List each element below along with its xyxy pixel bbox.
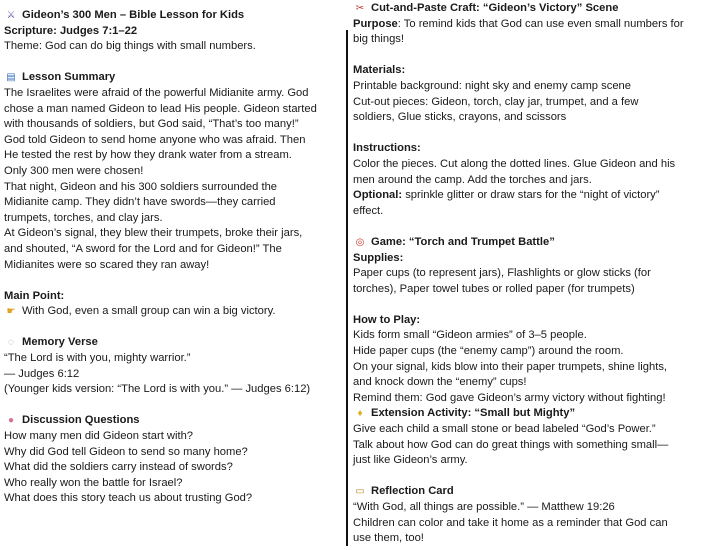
howto-line: and knock down the “enemy” cups! (353, 376, 527, 389)
materials-line: soldiers, Glue sticks, crayons, and scissors (353, 111, 567, 124)
summary-heading-line (4, 70, 340, 86)
summary-line: trumpets, torches, and clay jars. (4, 211, 163, 224)
verse-line: — Judges 6:12 (4, 367, 80, 380)
question-item: Why did God tell Gideon to send so many home? (4, 445, 248, 458)
speech-bubble-icon: ◌ (8, 337, 14, 349)
verse-heading: Memory Verse (22, 336, 98, 349)
summary-line: Midianites were so scared they ran away! (4, 258, 210, 271)
summary-line: and shouted, “A sword for the Lord and for Gideon!” The (4, 242, 282, 255)
question-item: What does this story teach us about trusting God? (4, 492, 253, 505)
howto-line: Hide paper cups (the “enemy camp”) around the room. (353, 345, 624, 358)
craft-heading-line (353, 1, 719, 17)
question-item: Who really won the battle for Israel? (4, 476, 183, 489)
instructions-heading: Instructions: (353, 142, 421, 155)
question-item: What did the soldiers carry instead of swords? (4, 461, 233, 474)
supplies-heading: Supplies: (353, 251, 404, 264)
extension-line: Talk about how God can do great things with something small— (353, 438, 669, 451)
main-point-line (4, 304, 340, 320)
summary-line: That night, Gideon and his 300 soldiers surrounded the (4, 180, 278, 193)
questions-heading-line (4, 413, 340, 429)
purpose-text-cont: big things! (353, 33, 404, 46)
scissors-icon: ✂ (355, 3, 365, 14)
materials-heading: Materials: (353, 64, 406, 77)
purpose-text: : To remind kids that God can use even small numbers for (397, 17, 684, 30)
extension-heading: Extension Activity: “Small but Mighty” (371, 407, 576, 420)
optional-label: Optional: (353, 189, 403, 202)
extension-line: just like Gideon’s army. (353, 454, 468, 467)
instructions-line: Color the pieces. Cut along the dotted lines. Glue Gideon and his (353, 157, 676, 170)
summary-line: with thousands of soldiers, but God said, “That’s too many!” (4, 118, 299, 131)
purpose-label: Purpose (353, 17, 398, 30)
supplies-line: Paper cups (to represent jars), Flashlights or glow sticks (for (353, 267, 651, 280)
summary-line: Midianite camp. They didn’t have swords—they carried (4, 196, 276, 209)
howto-heading: How to Play: (353, 313, 421, 326)
optional-text: sprinkle glitter or draw stars for the “night of victory” (402, 189, 660, 202)
scroll-icon: ▭ (355, 486, 365, 498)
verse-heading-line (4, 335, 340, 351)
scripture: Scripture: Judges 7:1–22 (4, 24, 138, 37)
materials-line: Cut-out pieces: Gideon, torch, clay jar, trumpet, and a few (353, 95, 639, 108)
extension-heading-line (353, 406, 719, 422)
question-item: How many men did Gideon start with? (4, 430, 194, 443)
main-point-heading: Main Point: (4, 289, 65, 302)
reflection-heading: Reflection Card (371, 485, 454, 498)
brain-icon: ● (7, 415, 15, 427)
howto-line: Kids form small “Gideon armies” of 3–5 people. (353, 329, 587, 342)
game-heading-line (353, 235, 719, 251)
lesson-title-line (4, 8, 340, 24)
left-column (4, 0, 340, 507)
summary-line: The Israelites were afraid of the powerful Midianite army. God (4, 86, 309, 99)
target-icon: ◎ (355, 236, 365, 248)
summary-line: At Gideon’s signal, they blew their trumpets, broke their jars, (4, 227, 303, 240)
game-heading: Game: “Torch and Trumpet Battle” (371, 235, 555, 248)
reflection-line: use them, too! (353, 532, 424, 545)
summary-line: He tested the rest by how they drank water from a stream. (4, 149, 292, 162)
verse-line: “The Lord is with you, mighty warrior.” (4, 352, 191, 365)
right-column (353, 0, 719, 547)
verse-line: (Younger kids version: “The Lord is with you.” — Judges 6:12) (4, 383, 311, 396)
howto-line: Remind them: God gave Gideon’s army victory without fighting! (353, 391, 666, 404)
main-point: With God, even a small group can win a big victory. (22, 305, 276, 318)
lightbulb-icon: ♦ (357, 408, 363, 420)
purpose-line (353, 17, 719, 33)
lesson-title: Gideon’s 300 Men – Bible Lesson for Kids (22, 9, 245, 21)
craft-heading: Cut-and-Paste Craft: “Gideon’s Victory” Scene (371, 2, 619, 14)
instructions-line: men around the camp. Add the torches and jars. (353, 173, 592, 186)
extension-line: Give each child a small stone or bead labeled “God’s Power.” (353, 423, 656, 436)
optional-text-cont: effect. (353, 204, 384, 217)
summary-line: Only 300 men were chosen! (4, 164, 144, 177)
howto-line: On your signal, kids blow into their paper trumpets, shine lights, (353, 360, 668, 373)
summary-heading: Lesson Summary (22, 71, 116, 84)
questions-heading: Discussion Questions (22, 414, 140, 427)
supplies-line: torches), Paper towel tubes or rolled paper (for trumpets) (353, 282, 635, 295)
materials-line: Printable background: night sky and enemy camp scene (353, 79, 631, 92)
column-divider (346, 30, 348, 546)
open-book-icon: ▤ (6, 72, 16, 84)
summary-line: God told Gideon to send home anyone who was afraid. Then (4, 133, 306, 146)
reflection-heading-line (353, 484, 719, 500)
optional-line (353, 188, 719, 204)
theme: Theme: God can do big things with small numbers. (4, 40, 256, 53)
crossed-swords-icon: ⚔ (6, 10, 16, 21)
reflection-line: Children can color and take it home as a reminder that God can (353, 516, 668, 529)
pointing-hand-icon: ☛ (6, 306, 16, 318)
reflection-line: “With God, all things are possible.” — Matthew 19:26 (353, 501, 615, 513)
summary-line: chose a man named Gideon to lead His people. Gideon started (4, 102, 317, 115)
